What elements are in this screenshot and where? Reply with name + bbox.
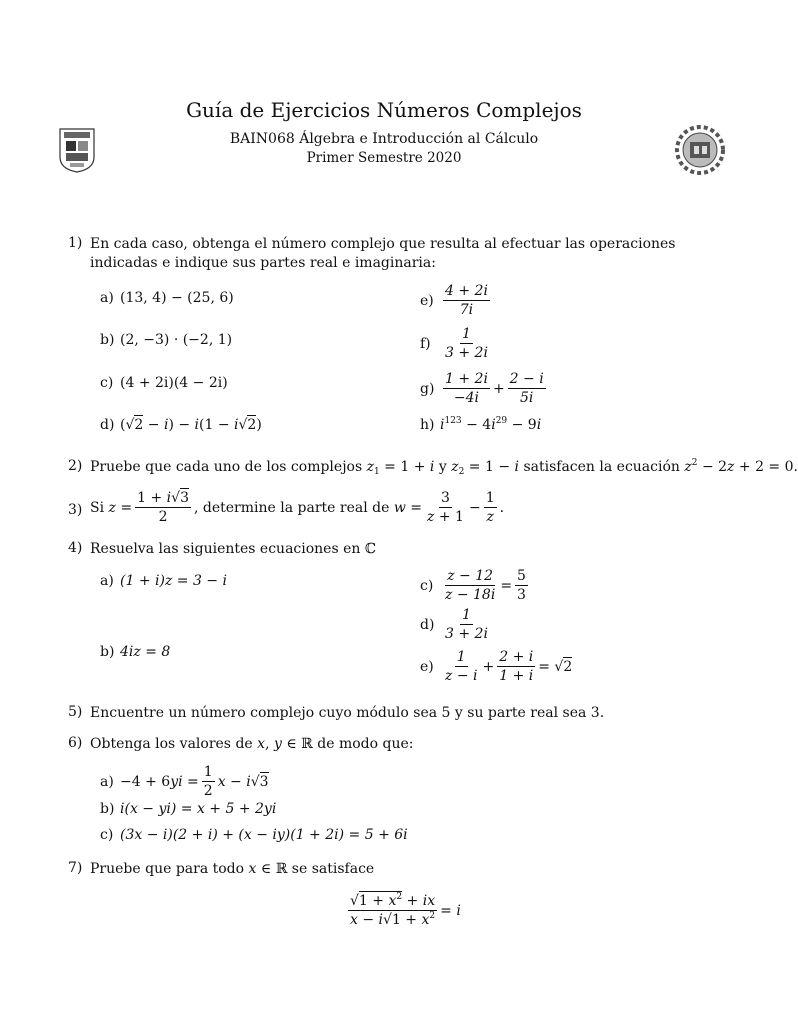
fraction: $\frac{1}{z}$	[485, 490, 495, 525]
item-1b: b) (2, −3) · (−2, 1)	[100, 332, 233, 348]
expression: (√2 − i) − i(1 − i√2)	[120, 417, 262, 433]
problem-2-text: Pruebe que cada uno de los complejos $z_1 = 1 + i$ y $z_2 = 1 - i$ satisfacen la ecuación $z^2 - 2z + 2 = 0$.	[90, 458, 798, 477]
semester: Primer Semestre 2020	[306, 150, 462, 166]
problem-7-text: Pruebe que para todo x ∈ ℝ se satisface	[90, 861, 375, 877]
problem-number: 5)	[68, 704, 83, 720]
fraction: $\frac{1}{z - i}$	[445, 649, 478, 684]
problem-number: 6)	[68, 735, 83, 751]
item-4a: a) (1 + i)z = 3 − i	[100, 573, 227, 589]
item-4e: e) $\frac{1}{z - i}$ + $\frac{2 + i}{1 + i}$ = √2	[420, 649, 573, 684]
expression: (3x − i)(2 + i) + (x − iy)(1 + 2i) = 5 + 6i	[120, 827, 408, 843]
display-equation: $\frac{√1 + x^2 + ix}{x - i√1 + x^2}$ = i	[350, 892, 461, 928]
expression: i(x − yi) = x + 5 + 2yi	[120, 801, 277, 817]
item-1g: g) $\frac{1 + 2i}{-4i}$ + $\frac{2 - i}{5i}$	[420, 371, 544, 406]
problem-number: 2)	[68, 458, 83, 474]
item-6c: c) (3x − i)(2 + i) + (x − iy)(1 + 2i) = 5 + 6i	[100, 827, 408, 843]
item-4c: c) $\frac{z - 12}{z - 18i}$ = $\frac{5}{3}$	[420, 568, 526, 603]
fraction: $\frac{2 + i}{1 + i}$	[499, 649, 534, 684]
fraction: $\frac{4 + 2i}{7i}$	[445, 283, 488, 318]
expression: 4iz = 8	[120, 644, 171, 660]
expression: (1 + i)z = 3 − i	[120, 573, 227, 589]
problem-6-text: Obtenga los valores de x, y ∈ ℝ de modo que:	[90, 736, 414, 752]
fraction: $\frac{1 + 2i}{-4i}$	[445, 371, 488, 406]
fraction: $\frac{√1 + x^2 + ix}{x - i√1 + x^2}$	[350, 892, 436, 928]
item-1e: e) $\frac{4 + 2i}{7i}$	[420, 283, 488, 318]
fraction: $\frac{1}{2}$	[203, 764, 213, 799]
item-6a: a) −4 + 6yi = $\frac{1}{2}$ x − i√3	[100, 764, 269, 799]
fraction: $\frac{1}{3 + 2i}$	[445, 607, 488, 642]
item-6b: b) i(x − yi) = x + 5 + 2yi	[100, 801, 277, 817]
problem-number: 7)	[68, 860, 83, 876]
expression: (4 + 2i)(4 − 2i)	[120, 375, 228, 391]
problem-3-text: Si z = $\frac{1 + i√3}{2}$ , determine la parte real de w = $\frac{3}{z + 1}$ − $\frac{1}{z}$ .	[90, 490, 505, 525]
problem-1-text: En cada caso, obtenga el número complejo que resulta al efectuar las operaciones indicadas e indique sus partes real e imaginaria:	[90, 236, 676, 271]
expression: $i^{123} - 4i^{29} - 9i$	[440, 416, 542, 433]
item-1d: d) (√2 − i) − i(1 − i√2)	[100, 417, 262, 433]
problem-number: 3)	[68, 502, 83, 518]
fraction: $\frac{1}{3 + 2i}$	[445, 326, 488, 361]
expression: (2, −3) · (−2, 1)	[120, 332, 233, 348]
item-1a: a) (13, 4) − (25, 6)	[100, 290, 234, 306]
item-4b: b) 4iz = 8	[100, 644, 171, 660]
problem-number: 1)	[68, 235, 83, 251]
fraction: $\frac{5}{3}$	[517, 568, 526, 603]
problem-4-text: Resuelva las siguientes ecuaciones en ℂ	[90, 541, 376, 557]
faculty-logo	[675, 125, 725, 175]
item-1f: f) $\frac{1}{3 + 2i}$	[420, 326, 488, 361]
item-1h: h) $i^{123} - 4i^{29} - 9i$	[420, 416, 542, 433]
problem-5-text: Encuentre un número complejo cuyo módulo sea 5 y su parte real sea 3.	[90, 705, 605, 721]
fraction: $\frac{2 - i}{5i}$	[509, 371, 544, 406]
item-1c: c) (4 + 2i)(4 − 2i)	[100, 375, 228, 391]
course-name: BAIN068 Álgebra e Introducción al Cálculo	[229, 131, 539, 147]
expression: (13, 4) − (25, 6)	[120, 290, 234, 306]
problem-number: 4)	[68, 540, 83, 556]
fraction: $\frac{3}{z + 1}$	[427, 490, 464, 525]
fraction: $\frac{z - 12}{z - 18i}$	[445, 568, 496, 603]
fraction: $\frac{1 + i√3}{2}$	[137, 490, 189, 525]
item-4d: d) $\frac{1}{3 + 2i}$	[420, 607, 488, 642]
page-title: Guía de Ejercicios Números Complejos	[186, 98, 582, 122]
